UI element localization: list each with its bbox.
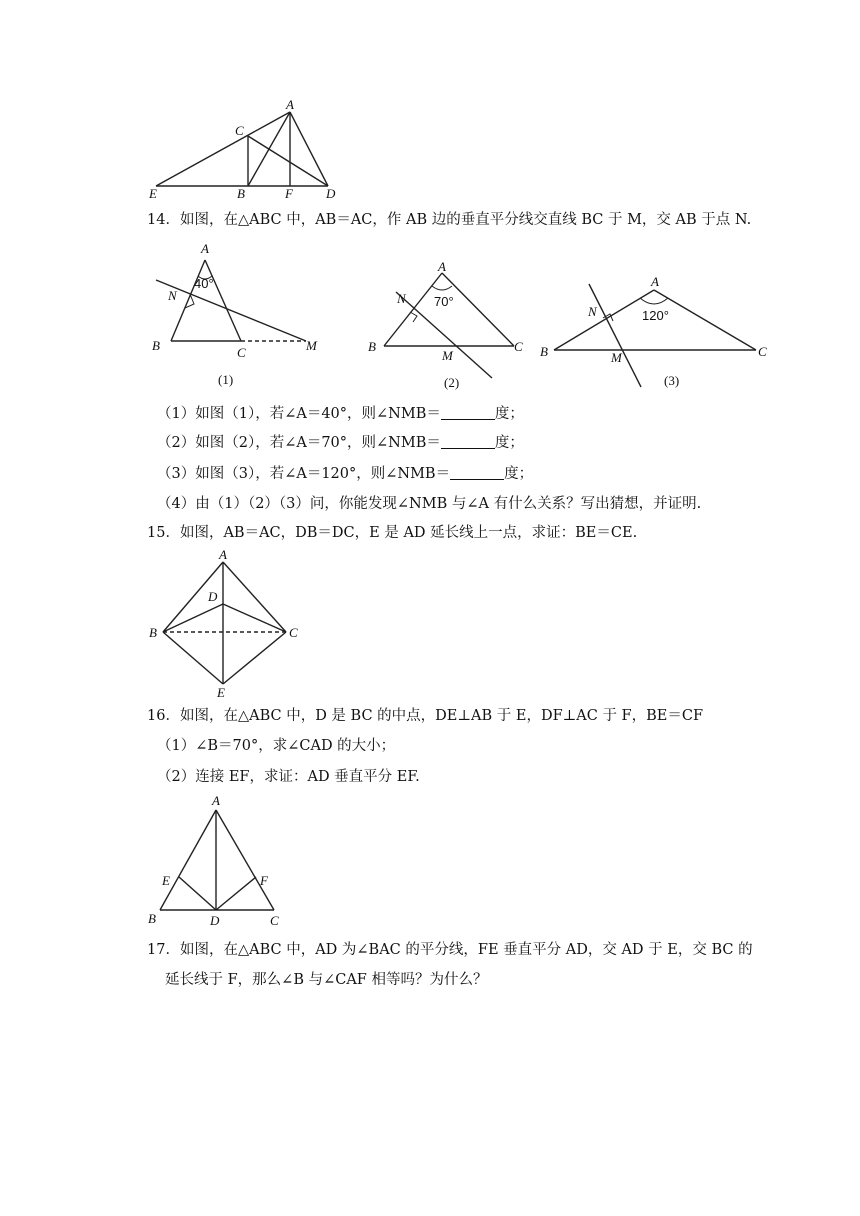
label-c: C [235,123,244,138]
label-a: A [651,274,659,289]
label-b: B [152,338,160,353]
label-n: N [168,288,177,303]
label-e: E [217,685,225,700]
angle-label: 70° [434,294,454,309]
label-b: B [237,186,245,201]
answer-blank[interactable] [441,405,495,420]
q14-part2 [157,433,524,453]
caption: (1) [218,372,234,387]
label-n: N [397,291,406,306]
angle-label: 40° [194,276,214,291]
label-c: C [237,345,246,360]
q16-stem: 16．如图，在△ABC 中，D 是 BC 的中点，DE⊥AB 于 E，DF⊥AC 于 F，BE＝CF [147,708,704,724]
label-a: A [212,793,220,808]
answer-blank[interactable] [441,434,495,449]
answer-blank[interactable] [450,465,504,480]
q14-part4: （4）由（1）（2）（3）问，你能发现∠NMB 与∠A 有什么关系？写出猜想，并证明. [157,496,702,512]
label-e: E [149,186,157,201]
q14-part3 [157,464,533,484]
figure-q15 [145,546,315,702]
q14-part1 [157,404,524,424]
label-c: C [270,913,279,928]
label-m: M [611,350,622,365]
label-m: M [306,338,317,353]
caption: (3) [664,373,680,388]
q14-stem: 14．如图，在△ABC 中，AB＝AC，作 AB 边的垂直平分线交直线 BC 于 M，交 AB 于点 N. [147,212,752,228]
part-unit: 度； [504,466,534,482]
label-b: B [540,344,548,359]
figure-q14-3 [540,270,775,395]
label-a: A [286,97,294,112]
label-a: A [201,241,209,256]
label-e: E [162,873,170,888]
q17-line1: 17．如图，在△ABC 中，AD 为∠BAC 的平分线，FE 垂直平分 AD，交 AD 于 E，交 BC 的 [147,942,753,958]
figure-q14-1 [148,238,328,388]
angle-label: 120° [642,308,669,323]
label-d: D [208,589,218,604]
caption: (2) [444,375,460,390]
label-f: F [260,873,268,888]
q17-line2: 延长线于 F，那么∠B 与∠CAF 相等吗？为什么？ [165,972,488,988]
q15-stem: 15．如图，AB＝AC，DB＝DC，E 是 AD 延长线上一点，求证：BE＝CE. [147,525,638,541]
figure-q14-2 [364,256,539,394]
q16-part2: （2）连接 EF，求证：AD 垂直平分 EF. [157,769,420,785]
part-text: （1）如图（1），若∠A＝40°，则∠NMB＝ [157,406,441,422]
label-m: M [442,348,453,363]
label-c: C [289,625,298,640]
label-f: F [285,186,293,201]
label-b: B [148,911,156,926]
label-n: N [588,304,597,319]
figure-q16 [144,792,294,930]
label-b: B [149,625,157,640]
label-d: D [326,186,336,201]
label-c: C [758,344,767,359]
part-unit: 度； [494,435,524,451]
figure-q13 [140,98,360,202]
label-d: D [210,913,220,928]
part-text: （3）如图（3），若∠A＝120°，则∠NMB＝ [157,466,451,482]
part-text: （2）如图（2），若∠A＝70°，则∠NMB＝ [157,435,441,451]
q16-part1: （1）∠B＝70°，求∠CAD 的大小； [157,738,396,754]
label-a: A [438,259,446,274]
part-unit: 度； [494,406,524,422]
label-b: B [368,339,376,354]
label-c: C [514,339,523,354]
label-a: A [219,547,227,562]
